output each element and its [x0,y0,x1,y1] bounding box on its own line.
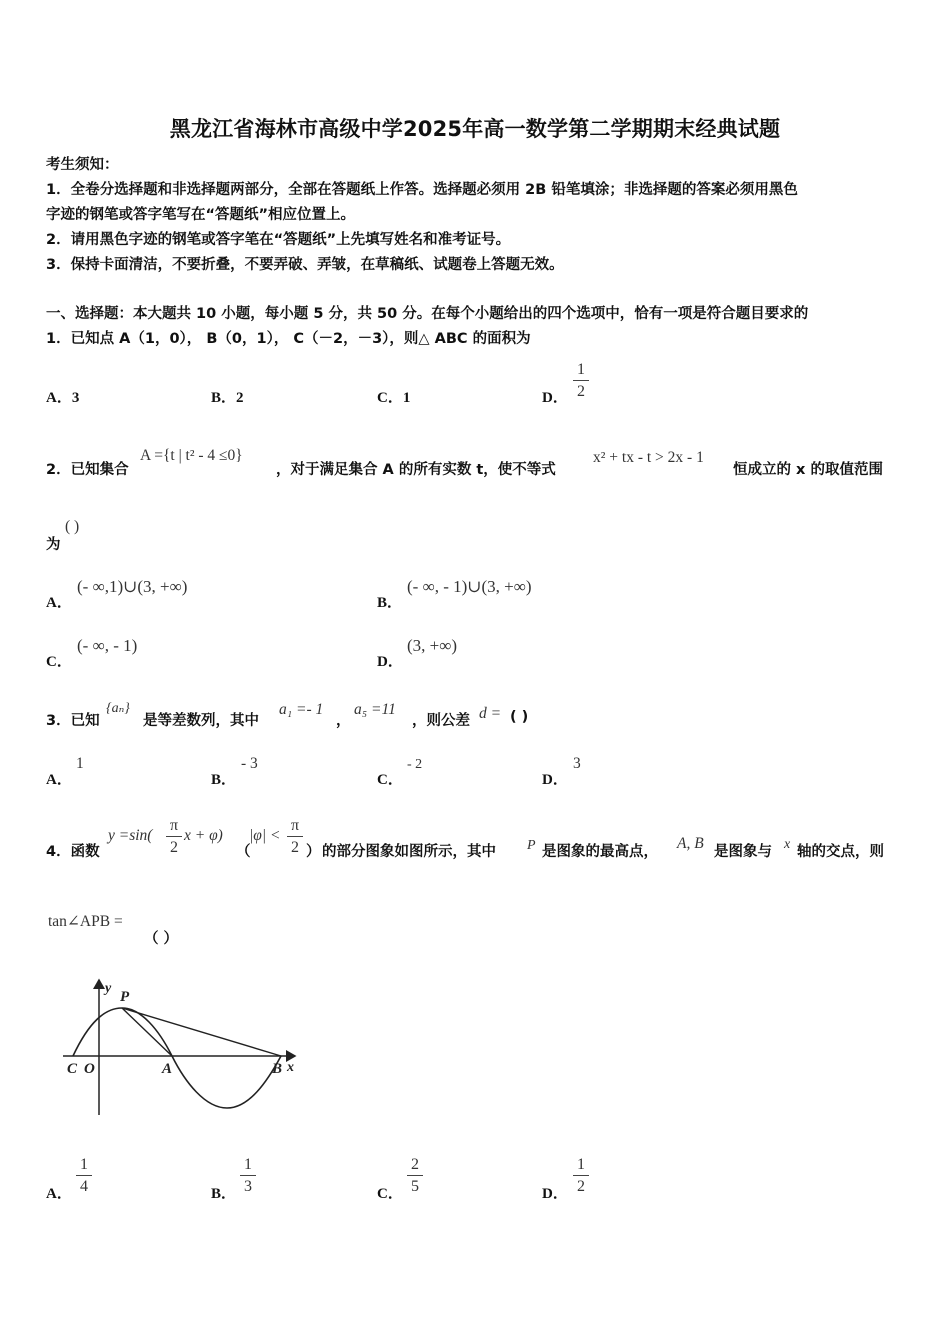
q3-a1: a₁ =- 1 [279,701,324,718]
q3-option-c-label: C． [377,772,403,788]
q3-option-a-value: 1 [76,755,84,772]
q4-answer-paren: （ ） [144,931,179,947]
question-1-text: 1．已知点 A（1，0）， B（0，1）， C（－2，－3），则△ ABC 的面积为 [46,331,531,347]
question-2-middle: ，对于满足集合 A 的所有实数 t，使不等式 [276,462,556,478]
q4-option-a-fraction: 1 4 [76,1156,92,1196]
label-a: A [162,1061,173,1077]
question-4-middle-2: 是图象的最高点， [542,844,658,860]
question-3-prefix: 3．已知 [46,713,100,729]
label-p: P [120,989,130,1005]
q2-option-b-value: (- ∞, - 1)∪(3, +∞) [407,577,532,596]
label-b: B [272,1061,283,1077]
q2-option-c-label: C． [46,654,72,670]
label-o: O [84,1061,95,1077]
q4-point-p: P [527,838,536,853]
q1-option-b: B．2 [211,390,244,406]
q1-option-d-fraction: 1 2 [573,361,589,401]
q2-option-a-value: (- ∞,1)∪(3, +∞) [77,577,188,596]
q4-points-ab: A, B [677,835,704,852]
question-2-prefix: 2．已知集合 [46,462,129,478]
q2-option-d-value: (3, +∞) [407,636,458,655]
q4-x-axis-symbol: x [784,837,791,852]
q4-condition-left: |φ| < [249,827,281,844]
label-y: y [105,981,112,996]
question-4-middle-3: 是图象与 [714,844,772,860]
question-4-prefix: 4．函数 [46,844,100,860]
q3-option-c-value: - 2 [407,757,423,772]
q2-inequality: x² + tx - t > 2x - 1 [593,449,704,466]
q3-comma: ， [336,713,351,729]
q3-option-d-value: 3 [573,755,581,772]
q4-function-left: y =sin( [108,827,153,844]
q3-a5: a₅ =11 [354,701,396,718]
q1-option-a: A．3 [46,390,80,406]
q4-right-paren: ） [306,844,321,860]
q4-tan-expression: tan∠APB = [48,913,123,930]
q4-option-a-label: A． [46,1186,72,1202]
q2-option-b-label: B． [377,595,403,611]
q4-option-b-label: B． [211,1186,237,1202]
question-4-middle: 的部分图象如图所示，其中 [322,844,496,860]
q3-option-a-label: A． [46,772,72,788]
q4-option-c-fraction: 2 5 [407,1156,423,1196]
q2-answer-paren: ( ) [65,518,80,535]
section-heading: 一、选择题：本大题共 10 小题，每小题 5 分，共 50 分。在每个小题给出的四个选项中，恰有一项是符合题目要求的 [46,306,809,322]
q3-option-b-value: - 3 [241,755,258,772]
sine-curve [73,1008,281,1108]
q1-option-c: C．1 [377,390,411,406]
q4-left-paren: （ [236,844,251,860]
q4-option-d-label: D． [542,1186,568,1202]
q4-option-c-label: C． [377,1186,403,1202]
q2-set-expression: A ={t | t² - 4 ≤0} [140,447,243,464]
q3-option-b-label: B． [211,772,237,788]
question-4-suffix: 轴的交点，则 [797,844,884,860]
q4-option-d-fraction: 1 2 [573,1156,589,1196]
notice-item-2: 2．请用黑色字迹的钢笔或答字笔在“答题纸”上先填写姓名和准考证号。 [46,232,511,248]
question-3-middle: 是等差数列，其中 [143,713,259,729]
q2-option-d-label: D． [377,654,403,670]
q4-pi-over-2: π 2 [166,817,182,857]
q2-option-c-value: (- ∞, - 1) [77,636,138,655]
notice-heading: 考生须知： [46,157,119,173]
label-c: C [67,1061,78,1077]
q3-option-d-label: D． [542,772,568,788]
q4-sine-graph [55,970,315,1120]
question-3-suffix: ，则公差 [412,713,470,729]
q4-option-b-fraction: 1 3 [240,1156,256,1196]
question-2-line-2: 为 [46,537,61,553]
q3-answer-paren: ( ) [510,709,529,725]
q3-sequence: {aₙ} [106,701,130,716]
label-x: x [287,1060,294,1075]
q4-condition-pi-over-2: π 2 [287,817,303,857]
segment-pb [122,1008,281,1056]
question-2-suffix: 恒成立的 x 的取值范围 [733,462,883,478]
notice-item-1-line-1: 1．全卷分选择题和非选择题两部分，全部在答题纸上作答。选择题必须用 2B 铅笔填涂；非选择题的答案必须用黑色 [46,182,798,198]
q4-function-right: x + φ) [184,827,223,844]
q2-option-a-label: A． [46,595,72,611]
q1-option-d-label: D． [542,390,568,406]
notice-item-1-line-2: 字迹的钢笔或答字笔写在“答题纸”相应位置上。 [46,207,356,223]
q3-d: d = [479,705,502,722]
exam-title: 黑龙江省海林市高级中学2025年高一数学第二学期期末经典试题 [169,117,781,141]
notice-item-3: 3．保持卡面清洁，不要折叠，不要弄破、弄皱，在草稿纸、试题卷上答题无效。 [46,257,564,273]
